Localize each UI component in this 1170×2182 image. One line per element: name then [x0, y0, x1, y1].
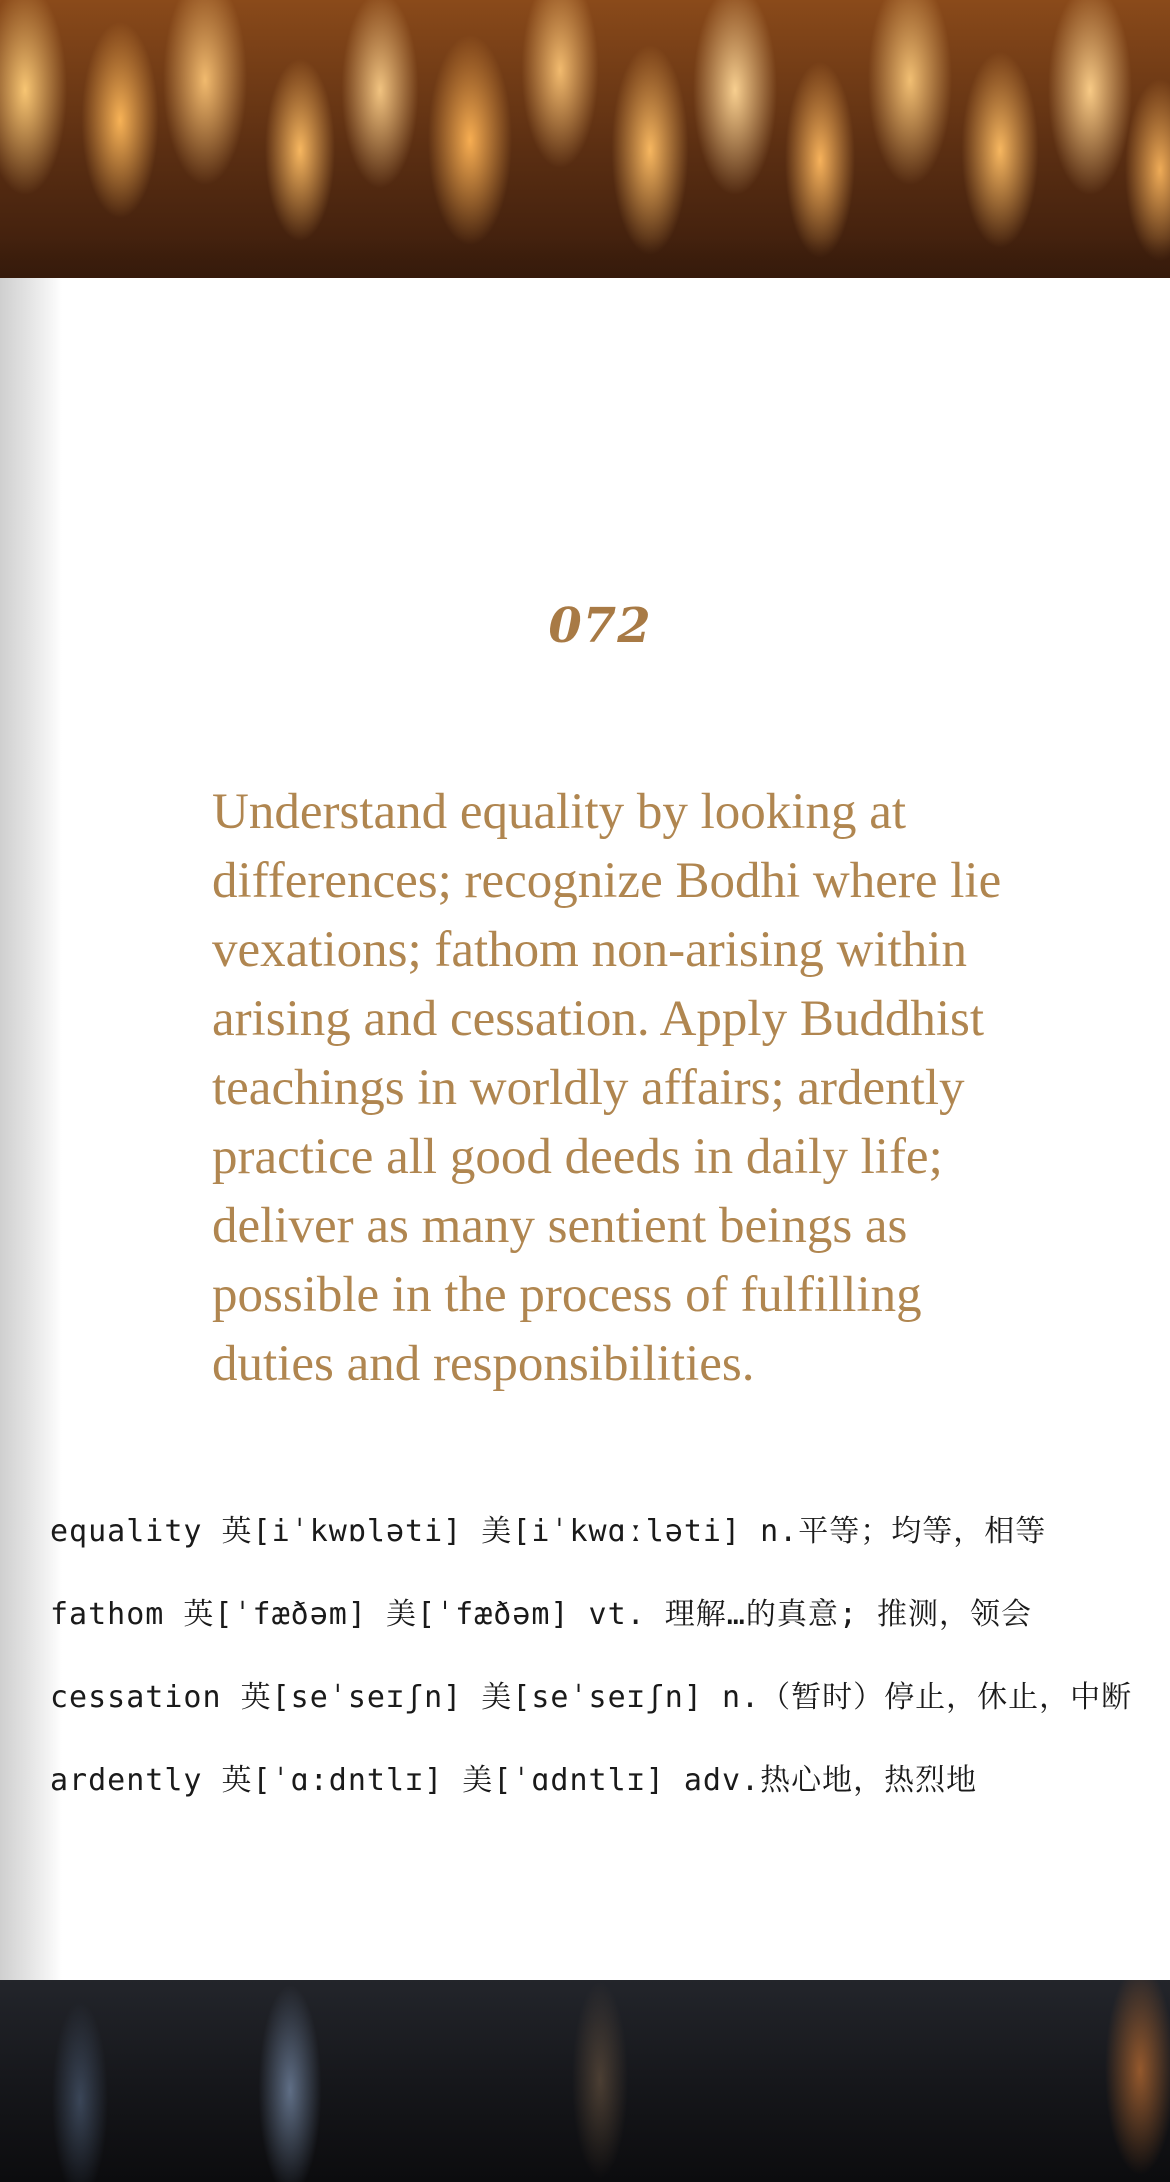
vocab-entry-fathom: fathom 英[ˈfæðəm] 美[ˈfæðəm] vt. 理解…的真意; 推测，领会: [50, 1597, 1032, 1632]
dark-bokeh-image: [0, 1980, 1170, 2182]
vocab-entry-cessation: cessation 英[seˈseɪʃn] 美[seˈseɪʃn] n.（暂时）停止，休止，中断: [50, 1680, 1133, 1715]
vocab-entry-equality: equality 英[iˈkwɒləti] 美[iˈkwɑːləti] n.平等；均等，相等: [50, 1514, 1047, 1549]
vocabulary-list: [50, 1512, 1160, 1844]
vocab-entry-ardently: ardently 英[ˈɑ:dntlɪ] 美[ˈɑdntlɪ] adv.热心地，热烈地: [50, 1763, 978, 1798]
quote-text: Understand equality by looking at differences; recognize Bodhi where lie vexations; fathom non-arising within arising and cessation. Apply Buddhist teachings in worldly affairs; ardently practice all good deeds in daily life; deliver as many sentient beings as possible in the process of fulfilling duties and responsibilities.: [212, 784, 1002, 1392]
candlelight-bokeh-image: [0, 0, 1170, 278]
page-number: 072: [548, 598, 652, 654]
